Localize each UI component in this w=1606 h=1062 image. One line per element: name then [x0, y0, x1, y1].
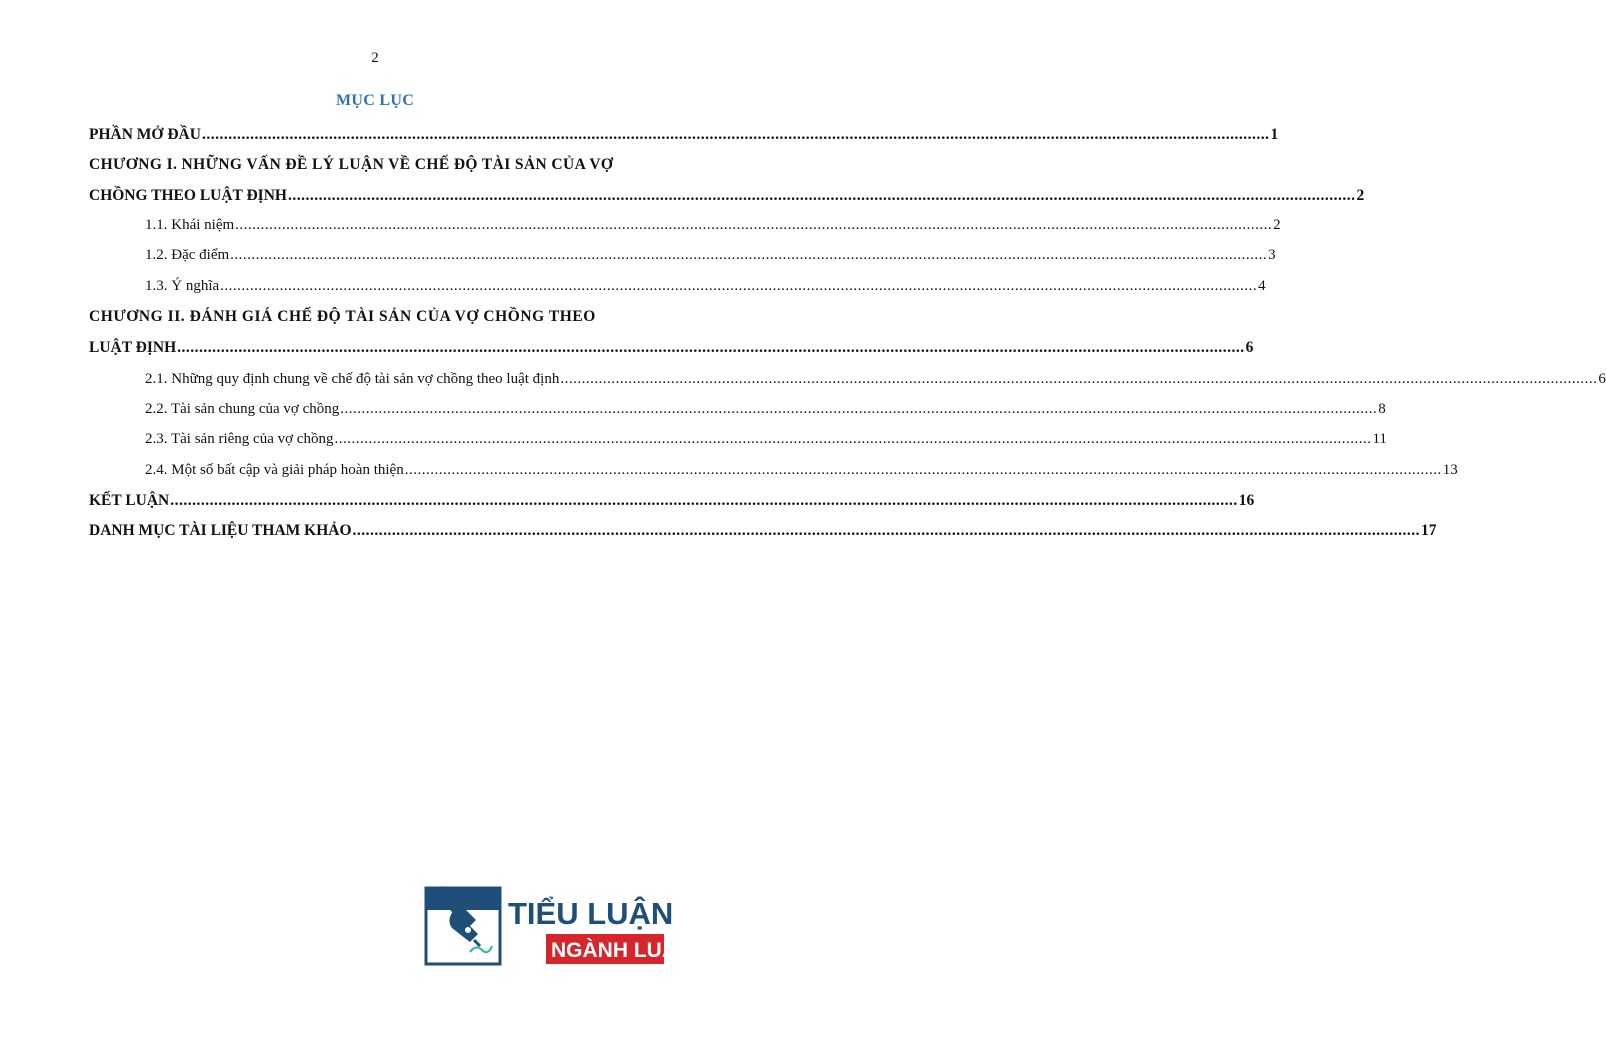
toc-title: MỤC LỤC: [335, 92, 415, 109]
dot-leader: [177, 337, 1245, 359]
toc-entry-chapter2-line1[interactable]: [89, 306, 663, 328]
fountain-pen-icon: [426, 886, 500, 964]
dot-leader: [220, 275, 1257, 297]
dot-leader: [405, 459, 1442, 481]
toc-entry-label: CHƯƠNG I. NHỮNG VẤN ĐỀ LÝ LUẬN VỀ CHẾ ĐỘ TÀI SẢN CỦA VỢ: [89, 156, 614, 173]
toc-entry-chapter1-line1[interactable]: [89, 154, 663, 176]
toc-entry-page: 3: [1268, 247, 1276, 263]
toc-entry-label: 1.2. Đặc điểm: [145, 247, 230, 263]
toc-entry-1-2[interactable]: [145, 244, 1276, 266]
toc-entry-1-1[interactable]: [145, 214, 1281, 236]
toc-entry-references[interactable]: [89, 520, 1437, 542]
dot-leader: [560, 368, 1597, 390]
toc-entry-page: 17: [1421, 522, 1437, 539]
toc-entry-page: 6: [1598, 371, 1606, 387]
toc-entry-page: 16: [1238, 492, 1255, 509]
toc-entry-label: 1.1. Khái niệm: [145, 217, 235, 233]
toc-entry-label: LUẬT ĐỊNH: [89, 339, 177, 356]
dot-leader: [334, 428, 1371, 450]
toc-entry-page: 1: [1270, 126, 1279, 143]
dot-leader: [288, 185, 1356, 207]
toc-entry-page: 13: [1442, 462, 1458, 478]
page-number: 2: [371, 50, 379, 66]
logo-line1: TIỂU LUẬN: [508, 896, 674, 931]
toc-entry-page: 2: [1273, 217, 1281, 233]
toc-entry-page: 2: [1356, 187, 1365, 204]
dot-leader: [230, 244, 1267, 266]
toc-entry-label: PHẦN MỞ ĐẦU: [89, 126, 201, 143]
toc-entry-2-3[interactable]: [145, 428, 1387, 450]
toc-entry-label: DANH MỤC TÀI LIỆU THAM KHẢO: [89, 522, 352, 539]
toc-entry-1-3[interactable]: [145, 275, 1266, 297]
dot-leader: [170, 490, 1238, 512]
dot-leader: [235, 214, 1272, 236]
toc-entry-label: CHỒNG THEO LUẬT ĐỊNH: [89, 187, 287, 204]
logo-line2: NGÀNH LUẬT: [551, 939, 690, 962]
toc-entry-2-2[interactable]: [145, 398, 1386, 420]
toc-entry-intro[interactable]: [89, 124, 1279, 146]
toc-entry-label: KẾT LUẬN: [89, 492, 170, 509]
toc-entry-label: CHƯƠNG II. ĐÁNH GIÁ CHẾ ĐỘ TÀI SẢN CỦA VỢ CHỒNG THEO: [89, 308, 596, 325]
toc-entry-chapter1[interactable]: [89, 185, 1365, 207]
toc-entry-page: 11: [1372, 431, 1387, 447]
toc-entry-page: 8: [1378, 401, 1386, 417]
dot-leader: [202, 124, 1270, 146]
toc-entry-2-4[interactable]: [145, 459, 1458, 481]
toc-entry-chapter2[interactable]: [89, 337, 1254, 359]
toc-entry-2-1[interactable]: [145, 368, 1606, 390]
toc-entry-page: 4: [1258, 278, 1266, 294]
toc-entry-label: 2.2. Tài sản chung của vợ chồng: [145, 401, 340, 417]
toc-entry-label: 1.3. Ý nghĩa: [145, 278, 220, 294]
tieu-luan-logo: [424, 886, 690, 966]
toc-entry-label: 2.3. Tài sản riêng của vợ chồng: [145, 431, 334, 447]
dot-leader: [340, 398, 1377, 420]
dot-leader: [353, 520, 1421, 542]
toc-entry-label: 2.4. Một số bất cập và giải pháp hoàn thiện: [145, 462, 404, 478]
toc-entry-conclusion[interactable]: [89, 490, 1255, 512]
toc-entry-label: 2.1. Những quy định chung về chế độ tài sản vợ chồng theo luật định: [145, 371, 560, 387]
toc-entry-page: 6: [1245, 339, 1254, 356]
